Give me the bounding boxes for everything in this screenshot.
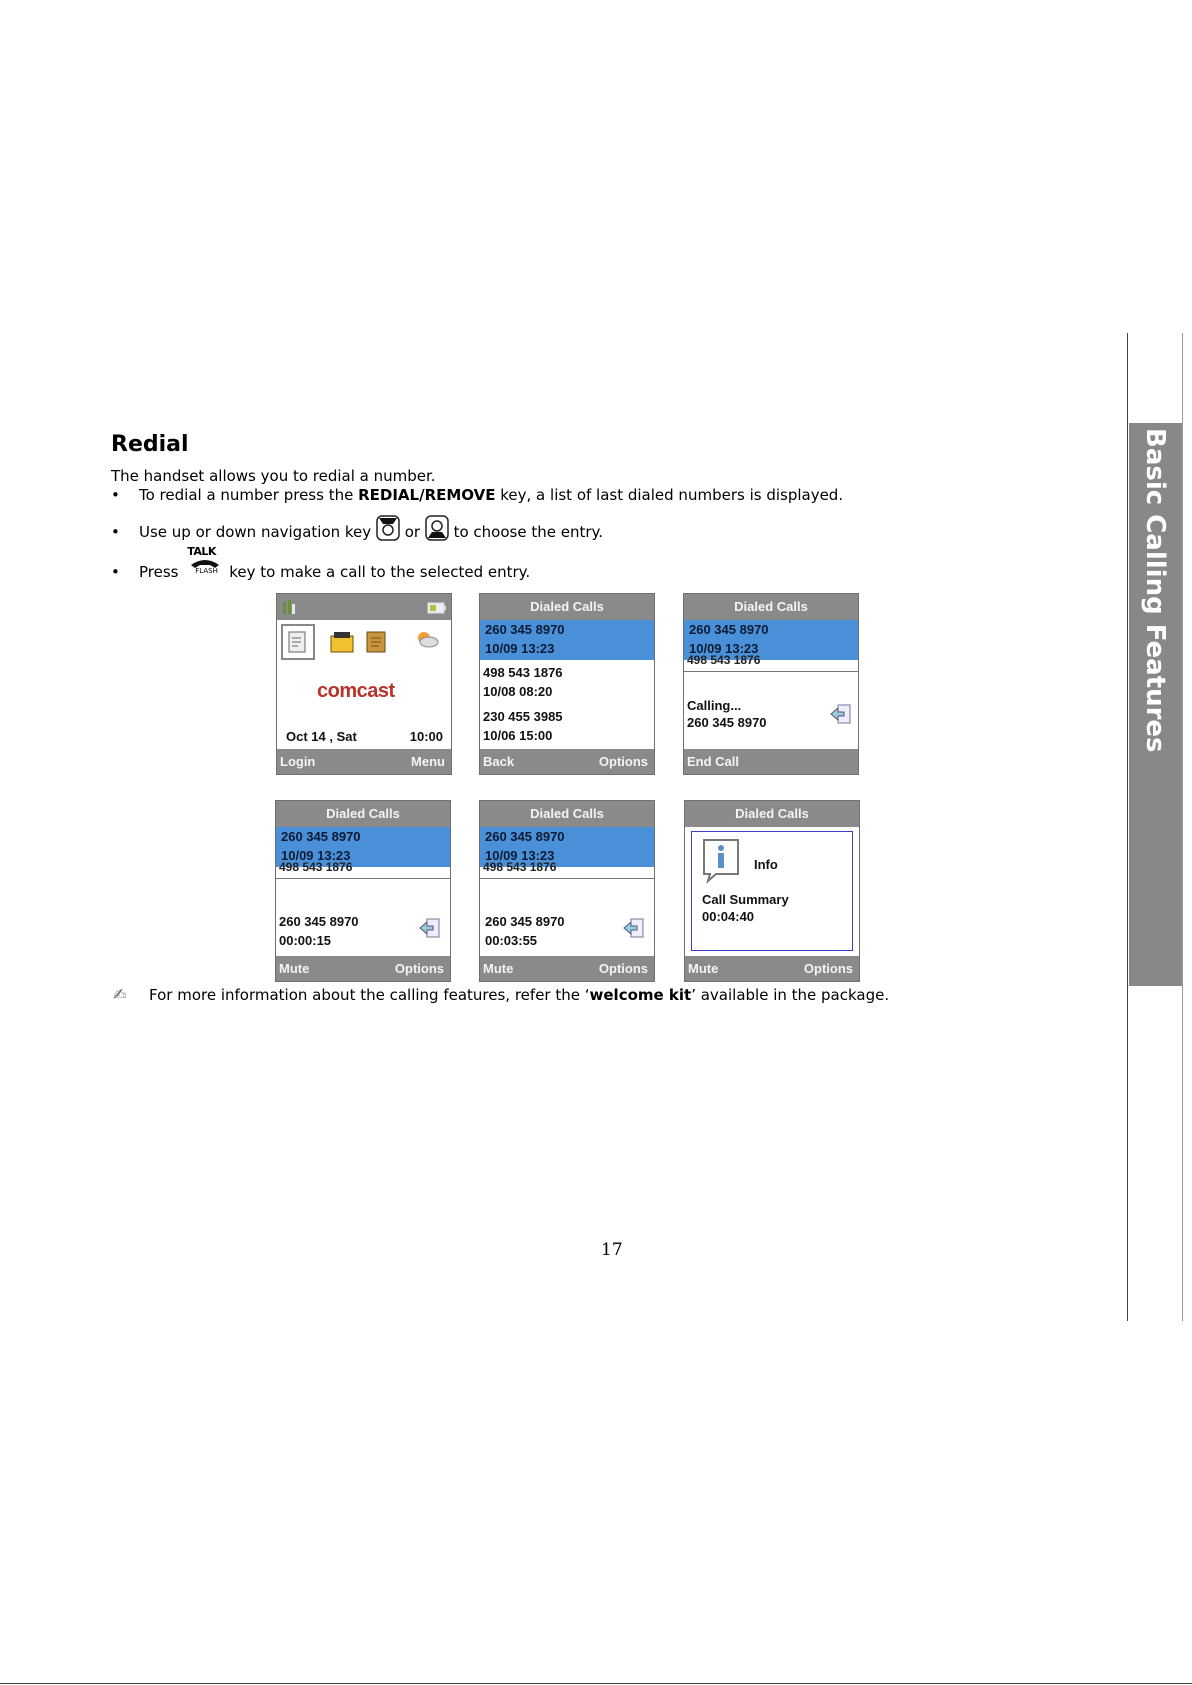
cut-off-entry: 498 543 1876 [483, 860, 557, 874]
call-number: 260 345 8970 [485, 914, 565, 929]
notes-icon [365, 630, 387, 657]
entry-time: 10/08 08:20 [483, 684, 553, 699]
softkey-end-call[interactable]: End Call [687, 754, 740, 769]
entry-time: 10/06 15:00 [483, 728, 553, 743]
screen-idle [276, 593, 452, 775]
summary-label: Call Summary [702, 892, 789, 907]
call-duration: 00:00:15 [279, 933, 332, 948]
softkey-options[interactable]: Options [394, 961, 444, 976]
signal-icon [281, 598, 297, 619]
side-tab-label: Basic Calling Features [1140, 428, 1170, 753]
screen-title: Dialed Calls [276, 801, 450, 827]
bullet-redial-key: • To redial a number press the REDIAL/REMOVE key, a list of last dialed numbers is displayed. [111, 486, 844, 504]
talk-flash-key-icon: TALK FLASH [187, 545, 218, 575]
softkey-options[interactable]: Options [803, 961, 853, 976]
selected-entry[interactable]: 260 345 8970 10/09 13:23 [480, 620, 654, 660]
call-status: Calling... [687, 698, 742, 713]
phonebook-icon [329, 630, 355, 657]
softkey-options[interactable]: Options [598, 754, 648, 769]
battery-icon [427, 602, 447, 617]
summary-duration: 00:04:40 [702, 909, 755, 924]
softkey-bar [685, 956, 859, 981]
softkey-options[interactable]: Options [598, 961, 648, 976]
info-popup [691, 831, 853, 951]
cut-off-entry: 498 543 1876 [279, 860, 353, 874]
call-transfer-icon [829, 702, 853, 729]
bullet-talk-key: • Press TALK FLASH key to make a call to the selected entry. [111, 545, 531, 581]
softkey-bar [277, 749, 451, 774]
screen-dialed-list [479, 593, 655, 775]
info-title: Info [754, 857, 778, 872]
intro-text: The handset allows you to redial a number. [111, 467, 436, 485]
screen-in-call [479, 800, 655, 982]
status-bar [277, 594, 451, 620]
screen-in-call [275, 800, 451, 982]
softkey-login[interactable]: Login [280, 754, 316, 769]
call-overlay [480, 878, 654, 956]
pen-note-icon: ✍ [113, 985, 127, 1004]
bullet-navigation-key: • Use up or down navigation key or to choose the entry. [111, 515, 603, 545]
brand-logo: comcast [317, 680, 395, 702]
screen-title: Dialed Calls [480, 594, 654, 620]
section-heading: Redial [111, 432, 189, 457]
idle-date: Oct 14 , Sat [286, 729, 357, 744]
screen-title: Dialed Calls [685, 801, 859, 827]
call-transfer-icon [418, 916, 442, 943]
softkey-bar [480, 749, 654, 774]
softkey-mute[interactable]: Mute [279, 961, 310, 976]
welcome-kit-text: welcome kit [589, 986, 692, 1004]
selected-entry: 260 345 8970 10/09 13:23 [684, 620, 858, 660]
entry-number[interactable]: 230 455 3985 [483, 709, 563, 724]
nav-up-key-icon [376, 515, 400, 545]
call-overlay [276, 878, 450, 956]
softkey-menu[interactable]: Menu [411, 754, 445, 769]
weather-icon [415, 630, 439, 651]
screen-call-summary [684, 800, 860, 982]
bottom-rule [0, 1683, 1192, 1684]
softkey-bar [480, 956, 654, 981]
softkey-mute[interactable]: Mute [483, 961, 514, 976]
call-number: 260 345 8970 [279, 914, 359, 929]
screen-title: Dialed Calls [684, 594, 858, 620]
margin-rule [1182, 333, 1183, 1321]
call-duration: 00:03:55 [485, 933, 538, 948]
margin-rule [1127, 333, 1128, 1321]
entry-number[interactable]: 498 543 1876 [483, 665, 563, 680]
nav-down-key-icon [425, 515, 449, 545]
softkey-bar [276, 956, 450, 981]
softkey-back[interactable]: Back [483, 754, 515, 769]
softkey-mute[interactable]: Mute [688, 961, 719, 976]
screen-title: Dialed Calls [480, 801, 654, 827]
call-overlay [684, 671, 858, 749]
selected-menu-icon [281, 624, 315, 663]
call-number: 260 345 8970 [687, 715, 767, 730]
note-text: ✍ For more information about the calling features, refer the ‘welcome kit’ available in the package. [113, 985, 890, 1004]
screen-calling [683, 593, 859, 775]
cut-off-entry: 498 543 1876 [687, 653, 761, 667]
info-icon [700, 838, 742, 885]
selected-entry: 260 345 8970 10/09 13:23 [480, 827, 654, 867]
redial-remove-key-name: REDIAL/REMOVE [358, 486, 496, 504]
page-number: 17 [601, 1240, 623, 1260]
call-transfer-icon [622, 916, 646, 943]
softkey-bar [684, 749, 858, 774]
selected-entry: 260 345 8970 10/09 13:23 [276, 827, 450, 867]
idle-time: 10:00 [409, 729, 443, 744]
